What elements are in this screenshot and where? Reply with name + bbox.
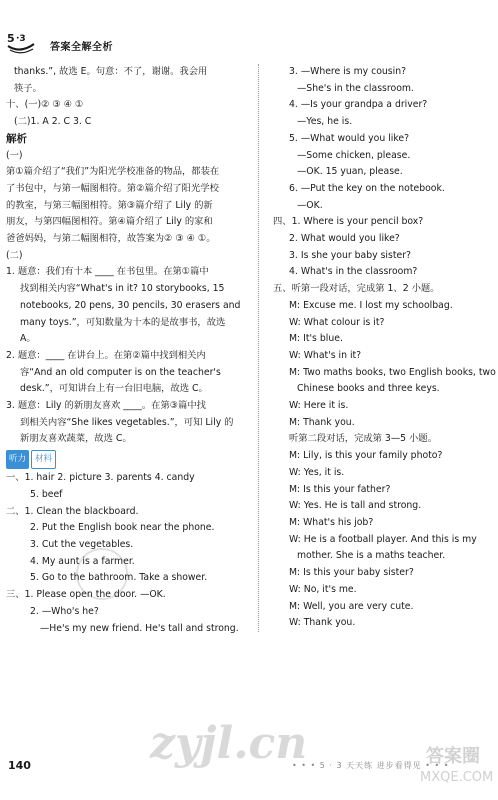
listening-line: 5. beef <box>30 488 63 500</box>
dialogue-line: M: Is this your baby sister? <box>289 567 414 579</box>
listening-line: —He's my new friend. He's tall and strong. <box>40 622 239 634</box>
left-column <box>6 64 256 637</box>
answer-line: 容“And an old computer is on the teacher's <box>20 366 221 378</box>
answer-line: 到相关内容“She likes vegetables.”，可知 Lily 的 <box>20 416 234 428</box>
right-answer-block <box>273 64 496 632</box>
svg-text:·3: ·3 <box>16 34 26 44</box>
dialogue-line: —OK. 15 yuan, please. <box>297 166 403 178</box>
dialogue-line: W: What's in it? <box>289 349 362 361</box>
answer-line: 筷子。 <box>14 82 42 94</box>
answer-line: A。 <box>20 333 36 345</box>
dialogue-line: W: Yes. He is tall and strong. <box>289 500 422 512</box>
dialogue-line: —OK. <box>297 199 323 211</box>
dialogue-line: Chinese books and three keys. <box>297 383 440 395</box>
answer-line: 朋友，与第四幅图相符。第④篇介绍了 Lily 的家和 <box>6 216 213 228</box>
left-answer-block <box>6 64 256 448</box>
listening-line: 二、1. Clean the blackboard. <box>6 505 139 517</box>
listening-line: 一、1. hair 2. picture 3. parents 4. candy <box>6 472 195 484</box>
listening-line: 5. Go to the bathroom. Take a shower. <box>30 572 208 584</box>
answer-line: 找到相关内容“What's in it? 10 storybooks, 15 <box>20 283 225 295</box>
answer-line: 十、(一)② ③ ④ ① <box>6 99 84 111</box>
dialogue-line: W: He is a football player. And this is my <box>289 533 477 545</box>
listening-tag: 听力 <box>6 450 29 469</box>
dialogue-line: M: What's his job? <box>289 516 374 528</box>
answer-line: (一) <box>6 149 23 161</box>
dialogue-line: W: Here it is. <box>289 400 349 412</box>
answer-line: 解析 <box>6 132 27 145</box>
dialogue-line: 五、听第一段对话，完成第 1、2 小题。 <box>273 283 440 295</box>
answer-line: 新朋友喜欢蔬菜，故选 C。 <box>20 433 132 445</box>
listening-line: 2. Put the English book near the phone. <box>30 522 215 534</box>
dialogue-line: —Yes, he is. <box>297 116 353 128</box>
faint-stamp <box>76 548 128 600</box>
dialogue-line: M: Well, you are very cute. <box>289 600 414 612</box>
listening-line: 2. —Who's he? <box>30 605 99 617</box>
dialogue-line: mother. She is a maths teacher. <box>297 550 446 562</box>
answer-line: notebooks, 20 pens, 30 pencils, 30 erasers and <box>20 299 241 311</box>
dialogue-line: 四、1. Where is your pencil box? <box>273 216 424 228</box>
watermark-mxqe: MXQE.COM <box>420 770 494 785</box>
dialogue-line: —Some chicken, please. <box>297 149 411 161</box>
logo-icon <box>6 30 36 56</box>
dialogue-line: 4. —Is your grandpa a driver? <box>289 99 428 111</box>
dialogue-line: 6. —Put the key on the notebook. <box>289 182 445 194</box>
answer-line: thanks.”, 故选 E。句意：不了，谢谢。我会用 <box>14 66 208 77</box>
answer-line: (二) <box>6 249 23 261</box>
answer-line: 第①篇介绍了“我们”为阳光学校准备的物品，都装在 <box>6 166 220 178</box>
answer-line: 的教室，与第三幅图相符。第③篇介绍了 Lily 的新 <box>6 199 213 211</box>
answer-line: 了书包中，与第一幅图相符。第②篇介绍了阳光学校 <box>6 182 219 194</box>
dialogue-line: 3. Is she your baby sister? <box>289 249 411 261</box>
dialogue-line: W: No, it's me. <box>289 583 357 595</box>
dialogue-line: 4. What's in the classroom? <box>289 266 418 278</box>
dialogue-line: M: Excuse me. I lost my schoolbag. <box>289 299 453 311</box>
page-number: 140 <box>8 759 31 772</box>
right-column <box>258 64 496 632</box>
dialogue-line: M: Lily, is this your family photo? <box>289 450 443 462</box>
dialogue-line: M: Two maths books, two English books, two <box>289 366 496 378</box>
dialogue-line: W: Yes, it is. <box>289 466 345 478</box>
dialogue-line: M: Is this your father? <box>289 483 391 495</box>
page-header <box>6 30 266 58</box>
answer-line: 1. 题意：我们有十本 ____ 在书包里。在第①篇中 <box>6 266 209 278</box>
answer-line: desk.”，可知讲台上有一台旧电脑，故选 C。 <box>20 383 208 395</box>
answer-line: 3. 题意：Lily 的新朋友喜欢 ____。在第③篇中找 <box>6 400 206 412</box>
listening-line: 4. My aunt is a farmer. <box>30 555 135 567</box>
watermark-zyjl: zyjl.cn <box>150 718 308 769</box>
svg-text:5: 5 <box>7 32 15 45</box>
answer-line: 2. 题意：____ 在讲台上。在第②篇中找到相关内 <box>6 349 206 361</box>
answer-line: many toys.”，可知数量为十本的是故事书，故选 <box>20 316 226 328</box>
material-tag: 材料 <box>31 450 56 469</box>
dialogue-line: M: Thank you. <box>289 416 355 428</box>
dialogue-line: 2. What would you like? <box>289 233 400 245</box>
dialogue-line: 5. —What would you like? <box>289 132 410 144</box>
answer-line: (二)1. A 2. C 3. C <box>14 116 92 128</box>
footer-slogan: • • • 5 · 3 天天练 进步看得见 • • • <box>292 761 450 770</box>
listening-line: 三、1. Please open the door. —OK. <box>6 589 166 601</box>
listening-material-tag <box>6 450 256 468</box>
header-title: 答案全解全析 <box>50 42 113 53</box>
listening-script-block <box>6 470 256 637</box>
dialogue-line: M: It's blue. <box>289 333 343 345</box>
answer-line: 爸爸妈妈，与第二幅图相符，故答案为② ③ ④ ①。 <box>6 233 216 245</box>
dialogue-line: W: What colour is it? <box>289 316 385 328</box>
watermark-daan: 答案圈 <box>426 746 480 767</box>
dialogue-line: W: Thank you. <box>289 617 356 629</box>
dialogue-line: 听第二段对话，完成第 3—5 小题。 <box>289 433 437 445</box>
dialogue-line: —She's in the classroom. <box>297 82 414 94</box>
dialogue-line: 3. —Where is my cousin? <box>289 66 407 77</box>
listening-line: 3. Cut the vegetables. <box>30 538 134 550</box>
